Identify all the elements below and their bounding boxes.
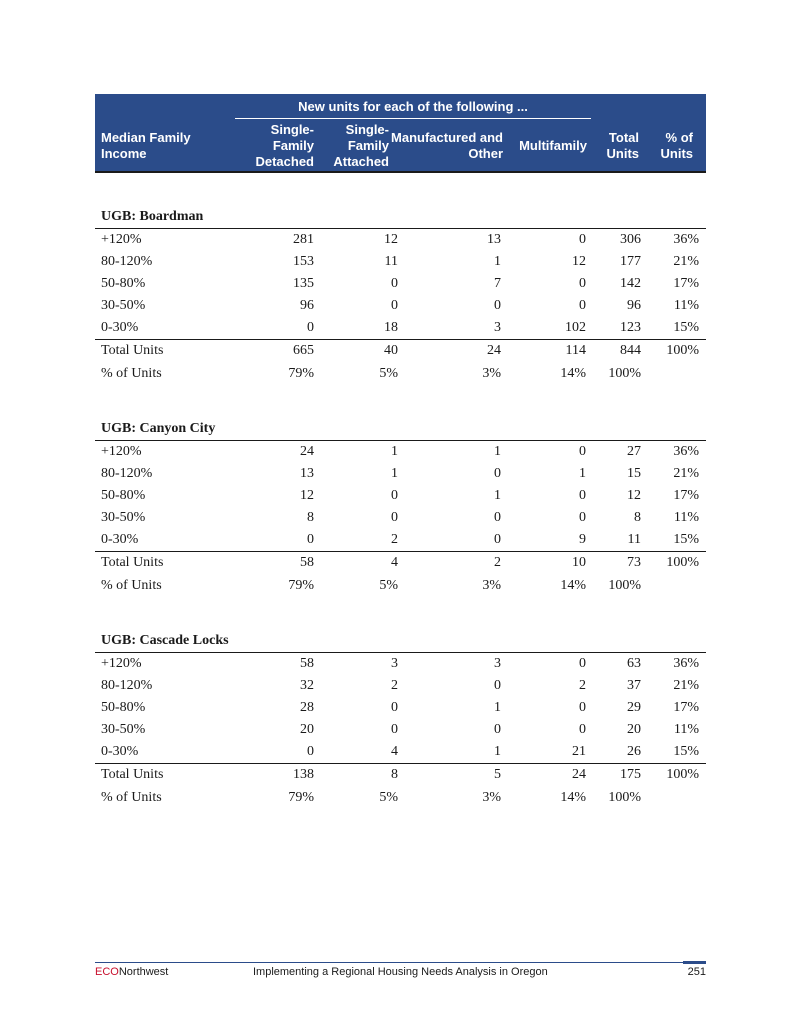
table-cell: 138 [293, 767, 314, 782]
table-cell: 10 [572, 555, 586, 570]
table-cell: 1 [494, 700, 501, 715]
table-cell: 21% [673, 678, 699, 693]
header-single-family-detached: Single-Family Detached [255, 122, 314, 169]
table-cell: 0 [307, 532, 314, 547]
table-cell: 14% [560, 578, 586, 593]
table-cell: 1 [494, 488, 501, 503]
table-row [95, 251, 706, 273]
table-cell: 50-80% [101, 276, 146, 291]
table-cell: 5% [379, 366, 398, 381]
table-section [95, 418, 706, 597]
table-cell: 0-30% [101, 744, 139, 759]
percent-row [95, 363, 706, 385]
table-cell: 0-30% [101, 532, 139, 547]
table-cell: % of Units [101, 790, 162, 805]
table-cell: 17% [673, 488, 699, 503]
table-cell: 306 [620, 232, 641, 247]
table-cell: 0 [579, 722, 586, 737]
footer-brand-prefix: ECO [95, 966, 119, 978]
table-cell: 14% [560, 790, 586, 805]
table-cell: 24 [300, 444, 314, 459]
table-cell: 177 [620, 254, 641, 269]
footer-brand-suffix: Northwest [118, 966, 169, 978]
table-cell: 100% [608, 790, 641, 805]
table-cell: 4 [391, 555, 398, 570]
table-cell: Total Units [101, 555, 164, 570]
table-cell: 0 [579, 656, 586, 671]
table-cell: 0 [579, 276, 586, 291]
table-cell: 8 [307, 510, 314, 525]
table-cell: % of Units [101, 578, 162, 593]
table-cell: 12 [300, 488, 314, 503]
table-row [95, 441, 706, 463]
table-cell: 7 [494, 276, 501, 291]
table-cell: 100% [608, 578, 641, 593]
table-cell: 0 [579, 444, 586, 459]
table-cell: 3% [482, 790, 501, 805]
table-cell: 1 [391, 444, 398, 459]
table-header [95, 94, 706, 173]
table-cell: 0-30% [101, 320, 139, 335]
table-body [95, 206, 706, 809]
table-section [95, 630, 706, 809]
table-cell: 0 [391, 700, 398, 715]
table-cell: 123 [620, 320, 641, 335]
table-cell: 40 [384, 343, 398, 358]
table-cell: +120% [101, 232, 142, 247]
table-cell: 100% [666, 555, 699, 570]
table-cell: 37 [627, 678, 641, 693]
table-cell: 12 [627, 488, 641, 503]
column-group-rule [235, 118, 591, 119]
total-row [95, 551, 706, 575]
section-title: UGB: Canyon City [95, 418, 706, 441]
header-median-family-income: Median Family Income [101, 130, 191, 161]
table-cell: 844 [620, 343, 641, 358]
header-percent-of-units: % of Units [660, 130, 693, 161]
table-row [95, 675, 706, 697]
table-cell: 58 [300, 656, 314, 671]
table-cell: 1 [494, 444, 501, 459]
table-cell: 0 [579, 298, 586, 313]
table-cell: 0 [391, 510, 398, 525]
table-cell: 3 [494, 320, 501, 335]
table-cell: 11 [384, 254, 398, 269]
table-cell: Total Units [101, 767, 164, 782]
footer-page-number: 251 [687, 966, 706, 978]
housing-units-table [95, 94, 706, 809]
table-row [95, 317, 706, 339]
table-cell: 17% [673, 700, 699, 715]
table-cell: 80-120% [101, 254, 153, 269]
table-cell: 50-80% [101, 700, 146, 715]
table-cell: 30-50% [101, 722, 146, 737]
table-cell: 2 [391, 532, 398, 547]
table-cell: 36% [673, 232, 699, 247]
table-cell: 100% [608, 366, 641, 381]
footer-page-accent [683, 961, 706, 964]
table-cell: 0 [391, 722, 398, 737]
table-cell: 0 [494, 298, 501, 313]
table-cell: 665 [293, 343, 314, 358]
table-cell: 11% [673, 510, 699, 525]
table-row [95, 273, 706, 295]
table-cell: 0 [307, 744, 314, 759]
table-cell: 175 [620, 767, 641, 782]
total-row [95, 339, 706, 363]
table-cell: 28 [300, 700, 314, 715]
table-cell: 0 [579, 700, 586, 715]
table-cell: 18 [384, 320, 398, 335]
footer-document-title: Implementing a Regional Housing Needs Analysis in Oregon [253, 966, 548, 978]
table-cell: 3% [482, 578, 501, 593]
section-title: UGB: Cascade Locks [95, 630, 706, 653]
table-cell: 3 [391, 656, 398, 671]
table-cell: 20 [300, 722, 314, 737]
table-cell: 15% [673, 320, 699, 335]
table-cell: 100% [666, 343, 699, 358]
percent-row [95, 787, 706, 809]
table-cell: 30-50% [101, 298, 146, 313]
table-row [95, 507, 706, 529]
table-cell: 3% [482, 366, 501, 381]
table-cell: 15% [673, 532, 699, 547]
table-cell: 0 [391, 276, 398, 291]
table-cell: 36% [673, 656, 699, 671]
header-total-units: Total Units [606, 130, 639, 161]
table-cell: 1 [391, 466, 398, 481]
table-row [95, 741, 706, 763]
table-cell: 0 [307, 320, 314, 335]
table-cell: 80-120% [101, 678, 153, 693]
table-cell: 5% [379, 790, 398, 805]
table-cell: 15 [627, 466, 641, 481]
table-cell: 0 [579, 510, 586, 525]
table-cell: 11% [673, 298, 699, 313]
table-cell: 12 [572, 254, 586, 269]
table-cell: 30-50% [101, 510, 146, 525]
table-cell: 0 [494, 466, 501, 481]
table-cell: 114 [565, 343, 586, 358]
table-cell: 15% [673, 744, 699, 759]
table-cell: 24 [487, 343, 501, 358]
table-cell: 1 [494, 254, 501, 269]
footer-brand [95, 966, 168, 978]
table-cell: Total Units [101, 343, 164, 358]
table-cell: 73 [627, 555, 641, 570]
table-cell: 8 [391, 767, 398, 782]
table-row [95, 295, 706, 317]
table-cell: 2 [579, 678, 586, 693]
table-cell: 13 [300, 466, 314, 481]
table-cell: 20 [627, 722, 641, 737]
table-cell: 0 [494, 510, 501, 525]
table-cell: 0 [579, 488, 586, 503]
table-cell: 102 [565, 320, 586, 335]
table-cell: 12 [384, 232, 398, 247]
table-cell: 5 [494, 767, 501, 782]
header-single-family-attached: Single-Family Attached [333, 122, 389, 169]
table-row [95, 485, 706, 507]
table-row [95, 229, 706, 251]
table-cell: 80-120% [101, 466, 153, 481]
table-cell: 2 [391, 678, 398, 693]
table-cell: +120% [101, 656, 142, 671]
table-row [95, 697, 706, 719]
table-cell: 29 [627, 700, 641, 715]
total-row [95, 763, 706, 787]
table-cell: 24 [572, 767, 586, 782]
table-cell: 2 [494, 555, 501, 570]
table-cell: 13 [487, 232, 501, 247]
table-cell: 32 [300, 678, 314, 693]
table-cell: 63 [627, 656, 641, 671]
header-multifamily: Multifamily [519, 138, 587, 153]
table-cell: 96 [300, 298, 314, 313]
table-cell: 58 [300, 555, 314, 570]
table-cell: +120% [101, 444, 142, 459]
table-cell: 79% [288, 578, 314, 593]
table-cell: 3 [494, 656, 501, 671]
table-cell: 17% [673, 276, 699, 291]
table-cell: 0 [494, 722, 501, 737]
table-cell: 79% [288, 366, 314, 381]
table-row [95, 463, 706, 485]
table-cell: 142 [620, 276, 641, 291]
table-cell: 9 [579, 532, 586, 547]
table-cell: 21 [572, 744, 586, 759]
header-manufactured-and-other: Manufactured and Other [391, 130, 503, 161]
table-cell: % of Units [101, 366, 162, 381]
table-cell: 135 [293, 276, 314, 291]
table-cell: 14% [560, 366, 586, 381]
column-group-label: New units for each of the following ... [298, 99, 528, 114]
table-cell: 1 [579, 466, 586, 481]
table-cell: 96 [627, 298, 641, 313]
table-cell: 4 [391, 744, 398, 759]
table-cell: 0 [494, 532, 501, 547]
table-cell: 153 [293, 254, 314, 269]
table-cell: 27 [627, 444, 641, 459]
footer-rule [95, 962, 706, 963]
percent-row [95, 575, 706, 597]
table-cell: 100% [666, 767, 699, 782]
table-row [95, 529, 706, 551]
table-cell: 0 [391, 488, 398, 503]
table-cell: 0 [494, 678, 501, 693]
table-cell: 11% [673, 722, 699, 737]
table-row [95, 653, 706, 675]
table-row [95, 719, 706, 741]
table-cell: 0 [391, 298, 398, 313]
table-cell: 50-80% [101, 488, 146, 503]
table-cell: 36% [673, 444, 699, 459]
table-cell: 281 [293, 232, 314, 247]
table-cell: 0 [579, 232, 586, 247]
table-cell: 8 [634, 510, 641, 525]
section-title: UGB: Boardman [95, 206, 706, 229]
table-cell: 21% [673, 254, 699, 269]
table-cell: 26 [627, 744, 641, 759]
table-cell: 11 [627, 532, 641, 547]
table-section [95, 206, 706, 385]
table-cell: 1 [494, 744, 501, 759]
table-cell: 5% [379, 578, 398, 593]
table-cell: 21% [673, 466, 699, 481]
table-cell: 79% [288, 790, 314, 805]
